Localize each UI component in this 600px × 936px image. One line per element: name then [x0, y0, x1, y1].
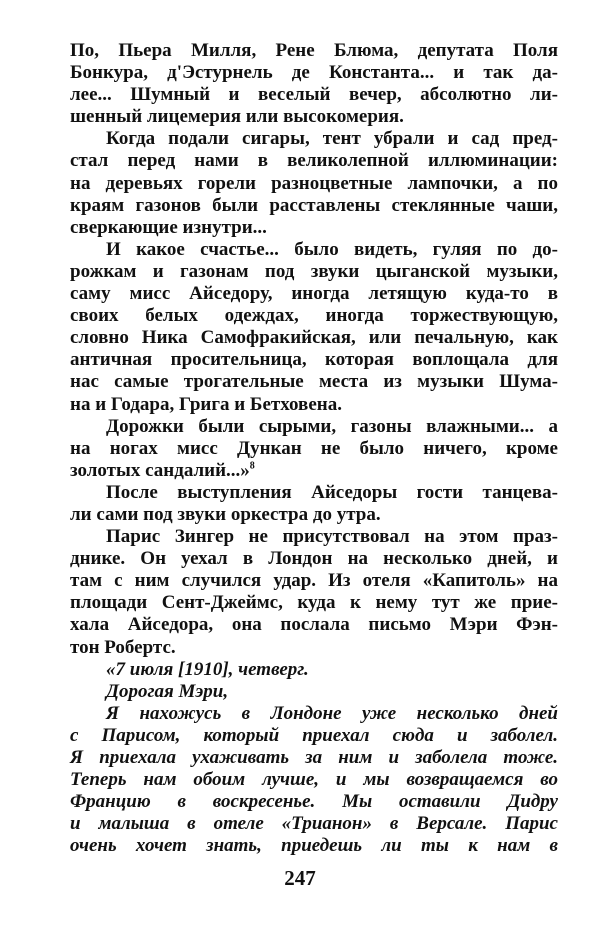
text-line [70, 305, 558, 327]
text-line [70, 371, 558, 393]
text-line [70, 769, 558, 791]
line-text: и малыша в отеле «Трианон» в Версале. Парис [70, 813, 558, 835]
line-text: рожкам и газонам под звуки цыганской музыки, [70, 260, 558, 282]
text-line [70, 592, 558, 614]
text-line [70, 394, 558, 416]
line-text: сверкающие изнутри... [70, 216, 267, 238]
text-line [70, 62, 558, 84]
text-line [70, 791, 558, 813]
line-text: днике. Он уехал в Лондон на несколько дней, и [70, 548, 558, 570]
line-text: на ногах мисс Дункан не было ничего, кроме [70, 437, 558, 459]
line-text: саму мисс Айседору, иногда летящую куда-то в [70, 283, 558, 305]
line-text: Парис Зингер не присутствовал на этом праз- [106, 526, 558, 548]
text-line [70, 504, 558, 526]
text-line [70, 526, 558, 548]
text-line [70, 283, 558, 305]
text-line [70, 548, 558, 570]
text-line [70, 835, 558, 857]
text-line [70, 482, 558, 504]
line-text: своих белых одеждах, иногда торжествующую, [70, 305, 558, 327]
line-text: Когда подали сигары, тент убрали и сад пред- [106, 128, 558, 150]
line-text: золотых сандалий...» [70, 459, 250, 481]
line-text: тон Робертс. [70, 636, 176, 658]
line-text: краям газонов были расставлены стеклянные чаши, [70, 194, 558, 216]
text-line [70, 681, 558, 703]
line-text: Дорожки были сырыми, газоны влажными... а [106, 415, 558, 437]
line-text: очень хочет знать, приедешь ли ты к нам в [70, 835, 558, 857]
page-number: 247 [284, 866, 316, 890]
line-text: античная просительница, которая воплощала для [70, 349, 558, 371]
text-line [70, 703, 558, 725]
line-text: «7 июля [1910], четверг. [106, 658, 309, 680]
page-body [70, 40, 558, 857]
text-line [70, 349, 558, 371]
line-text: там с ним случился удар. Из отеля «Капитоль» на [70, 570, 558, 592]
line-text: Я нахожусь в Лондоне уже несколько дней [106, 702, 558, 724]
footnote-marker: 8 [249, 460, 255, 472]
text-line [70, 173, 558, 195]
text-line [70, 813, 558, 835]
text-line [70, 659, 558, 681]
text-line [70, 239, 558, 261]
line-text: Францию в воскресенье. Мы оставили Дидру [70, 791, 558, 813]
text-line [70, 327, 558, 349]
text-line [70, 84, 558, 106]
line-text: нас самые трогательные места из музыки Шума- [70, 371, 558, 393]
line-text: лее... Шумный и веселый вечер, абсолютно ли- [70, 84, 558, 106]
line-text: словно Ника Самофракийская, или печальную, как [70, 327, 558, 349]
line-text: ли сами под звуки оркестра до утра. [70, 503, 381, 525]
text-line [70, 128, 558, 150]
line-text: Бонкура, д'Эстурнель де Константа... и так да- [70, 62, 558, 84]
text-line [70, 40, 558, 62]
text-line [70, 460, 558, 482]
text-line [70, 217, 558, 239]
line-text: на деревьях горели разноцветные лампочки, а по [70, 172, 558, 194]
text-line [70, 614, 558, 636]
line-text: Я приехала ухаживать за ним и заболела тоже. [70, 747, 558, 768]
line-text: стал перед нами в великолепной иллюминации: [70, 150, 558, 172]
text-line [70, 438, 558, 460]
line-text: площади Сент-Джеймс, куда к нему тут же прие- [70, 592, 558, 614]
text-line [70, 150, 558, 172]
text-line [70, 106, 558, 128]
text-line [70, 261, 558, 283]
text-line [70, 747, 558, 769]
line-text: шенный лицемерия или высокомерия. [70, 106, 404, 128]
line-text: на и Годара, Грига и Бетховена. [70, 393, 342, 415]
line-text: И какое счастье... было видеть, гуляя по до- [106, 238, 558, 260]
text-line [70, 570, 558, 592]
line-text: с Парисом, который приехал сюда и заболел. [70, 724, 558, 746]
line-text: По, Пьера Милля, Рене Блюма, депутата Поля [70, 40, 558, 61]
line-text: хала Айседора, она послала письмо Мэри Фэн- [70, 614, 558, 636]
text-line [70, 195, 558, 217]
text-line [70, 416, 558, 438]
text-line [70, 637, 558, 659]
line-text: Теперь нам обоим лучше, и мы возвращаемся во [70, 769, 558, 791]
line-text: Дорогая Мэри, [106, 680, 229, 702]
line-text: После выступления Айседоры гости танцева- [106, 481, 558, 503]
text-line [70, 725, 558, 747]
